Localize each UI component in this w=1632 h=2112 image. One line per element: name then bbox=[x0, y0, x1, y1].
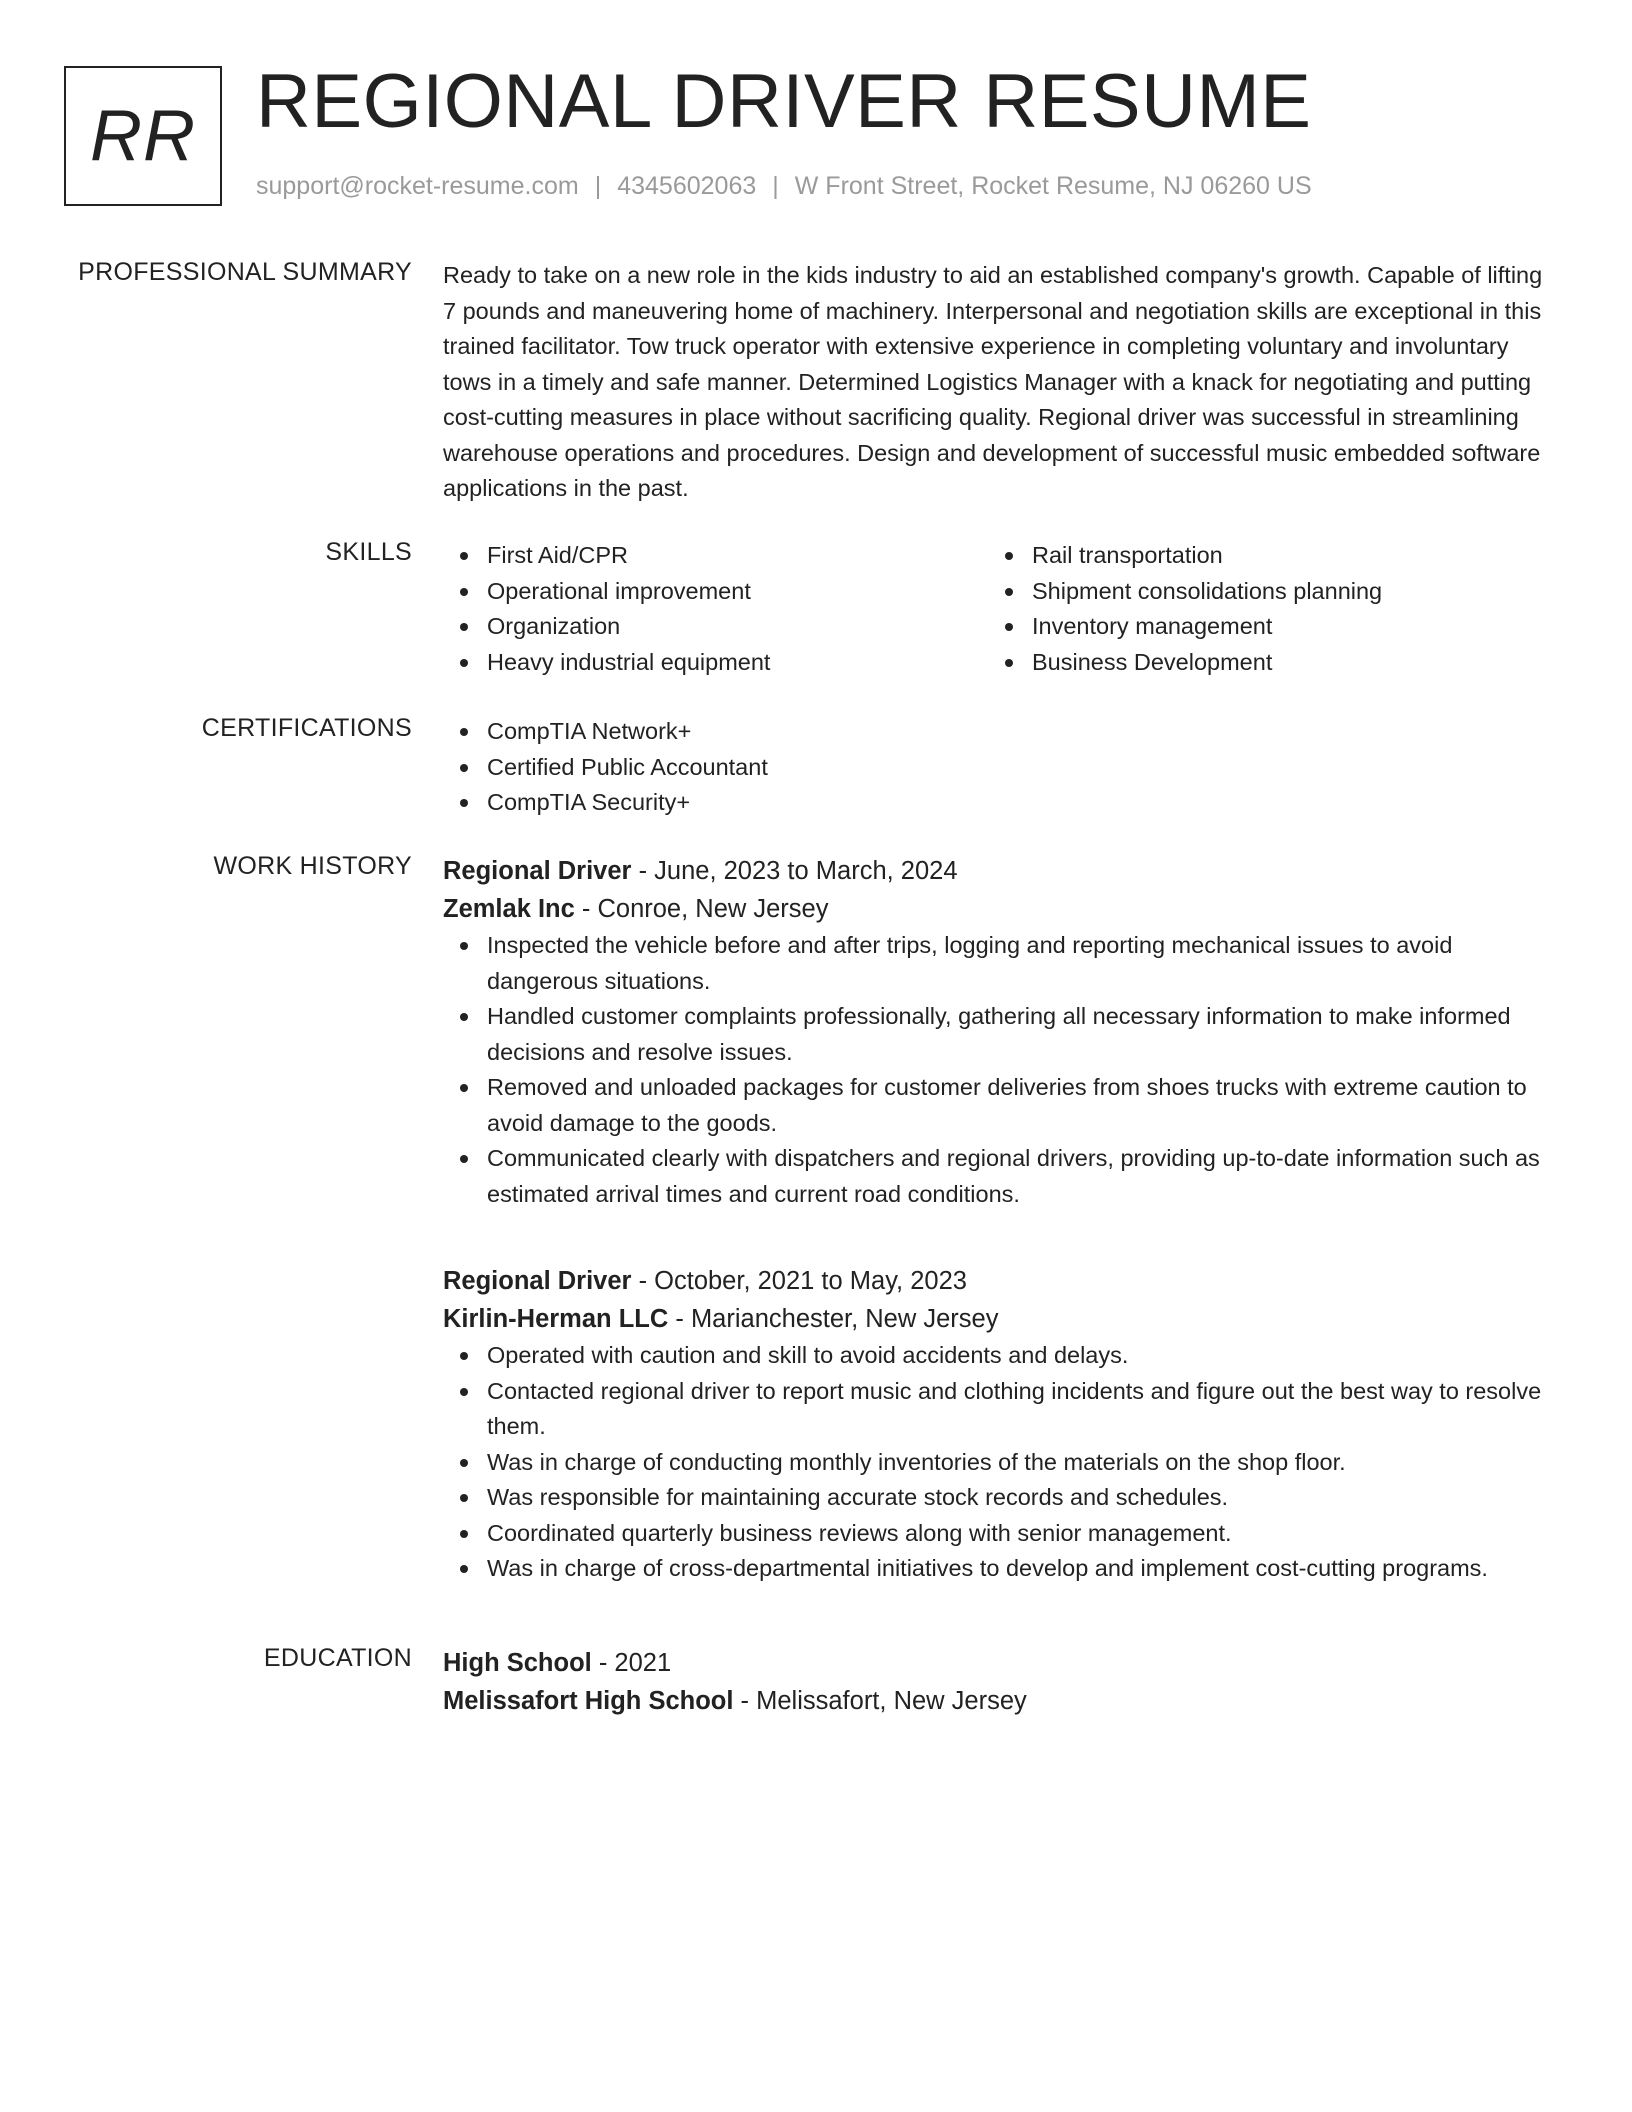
contact-address: W Front Street, Rocket Resume, NJ 06260 US bbox=[794, 172, 1312, 200]
job-bullet: Communicated clearly with dispatchers and regional drivers, providing up-to-date information such as estimated arrival times and current road conditions. bbox=[443, 1141, 1553, 1212]
monogram-logo bbox=[64, 66, 222, 206]
section-label-summary: PROFESSIONAL SUMMARY bbox=[78, 258, 412, 286]
job-entry bbox=[443, 852, 1553, 1212]
contact-separator: | bbox=[594, 172, 602, 200]
job-company: Zemlak Inc bbox=[443, 895, 575, 923]
job-bullet: Inspected the vehicle before and after trips, logging and reporting mechanical issues to avoid dangerous situations. bbox=[443, 928, 1553, 999]
job-bullet: Contacted regional driver to report music and clothing incidents and figure out the best way to resolve them. bbox=[443, 1374, 1553, 1445]
summary-text: Ready to take on a new role in the kids industry to aid an established company's growth. Capable of lifting 7 pounds and maneuvering home of machinery. Interpersonal and negotiation skills are exceptional in this trained facilitator. Tow truck operator with extensive experience in completing voluntary and involuntary tows in a timely and safe manner. Determined Logistics Manager with a knack for negotiating and putting cost-cutting measures in place without sacrificing quality. Regional driver was successful in streamlining warehouse operations and procedures. Design and development of successful music embedded software applications in the past. bbox=[443, 262, 1543, 501]
contact-phone: 4345602063 bbox=[617, 172, 757, 200]
job-company: Kirlin-Herman LLC bbox=[443, 1305, 669, 1333]
job-title: Regional Driver bbox=[443, 1267, 632, 1295]
section-label-education: EDUCATION bbox=[263, 1644, 412, 1672]
job-bullet: Coordinated quarterly business reviews along with senior management. bbox=[443, 1516, 1553, 1552]
section-label-work-history: WORK HISTORY bbox=[213, 852, 412, 880]
job-bullet: Removed and unloaded packages for customer deliveries from shoes trucks with extreme caution to avoid damage to the goods. bbox=[443, 1070, 1553, 1141]
certification-item: Certified Public Accountant bbox=[443, 750, 1553, 786]
job-title-line bbox=[443, 1262, 1553, 1300]
job-location: - Marianchester, New Jersey bbox=[668, 1305, 999, 1333]
education-degree-line bbox=[443, 1644, 1553, 1682]
education-degree: High School bbox=[443, 1649, 592, 1677]
education-location: - Melissafort, New Jersey bbox=[733, 1687, 1027, 1715]
job-bullet: Was responsible for maintaining accurate stock records and schedules. bbox=[443, 1480, 1553, 1516]
job-dates: - October, 2021 to May, 2023 bbox=[631, 1267, 967, 1295]
job-bullets bbox=[443, 928, 1553, 1212]
skills-list-left bbox=[443, 538, 988, 680]
education-year: - 2021 bbox=[591, 1649, 672, 1677]
skill-item: Business Development bbox=[988, 645, 1533, 681]
education-school: Melissafort High School bbox=[443, 1687, 734, 1715]
section-label-skills: SKILLS bbox=[325, 538, 412, 566]
job-bullet: Was in charge of conducting monthly inventories of the materials on the shop floor. bbox=[443, 1445, 1553, 1481]
job-bullet: Was in charge of cross-departmental initiatives to develop and implement cost-cutting programs. bbox=[443, 1551, 1553, 1587]
contact-email: support@rocket-resume.com bbox=[256, 172, 579, 200]
job-company-line bbox=[443, 890, 1553, 928]
contact-separator: | bbox=[772, 172, 779, 200]
skill-item: First Aid/CPR bbox=[443, 538, 988, 574]
job-bullets bbox=[443, 1338, 1553, 1587]
education-body bbox=[443, 1644, 1553, 1720]
contact-line bbox=[256, 172, 1312, 201]
summary-body bbox=[443, 258, 1553, 507]
section-label-certifications: CERTIFICATIONS bbox=[201, 714, 412, 742]
skill-item: Inventory management bbox=[988, 609, 1533, 645]
certification-item: CompTIA Security+ bbox=[443, 785, 1553, 821]
job-title: Regional Driver bbox=[443, 857, 632, 885]
skill-item: Rail transportation bbox=[988, 538, 1533, 574]
job-bullet: Operated with caution and skill to avoid accidents and delays. bbox=[443, 1338, 1553, 1374]
skill-item: Heavy industrial equipment bbox=[443, 645, 988, 681]
education-school-line bbox=[443, 1682, 1553, 1720]
job-location: - Conroe, New Jersey bbox=[574, 895, 829, 923]
certification-item: CompTIA Network+ bbox=[443, 714, 1553, 750]
job-bullet: Handled customer complaints professionally, gathering all necessary information to make informed decisions and resolve issues. bbox=[443, 999, 1553, 1070]
skill-item: Shipment consolidations planning bbox=[988, 574, 1533, 610]
certifications-body bbox=[443, 714, 1553, 821]
job-title-line bbox=[443, 852, 1553, 890]
job-entry bbox=[443, 1262, 1553, 1587]
job-company-line bbox=[443, 1300, 1553, 1338]
job-dates: - June, 2023 to March, 2024 bbox=[631, 857, 958, 885]
certifications-list bbox=[443, 714, 1553, 821]
skill-item: Organization bbox=[443, 609, 988, 645]
monogram-text: RR bbox=[90, 96, 196, 176]
skill-item: Operational improvement bbox=[443, 574, 988, 610]
skills-body bbox=[443, 538, 1553, 680]
resume-title: REGIONAL DRIVER RESUME bbox=[256, 59, 1312, 144]
skills-list-right bbox=[988, 538, 1533, 680]
